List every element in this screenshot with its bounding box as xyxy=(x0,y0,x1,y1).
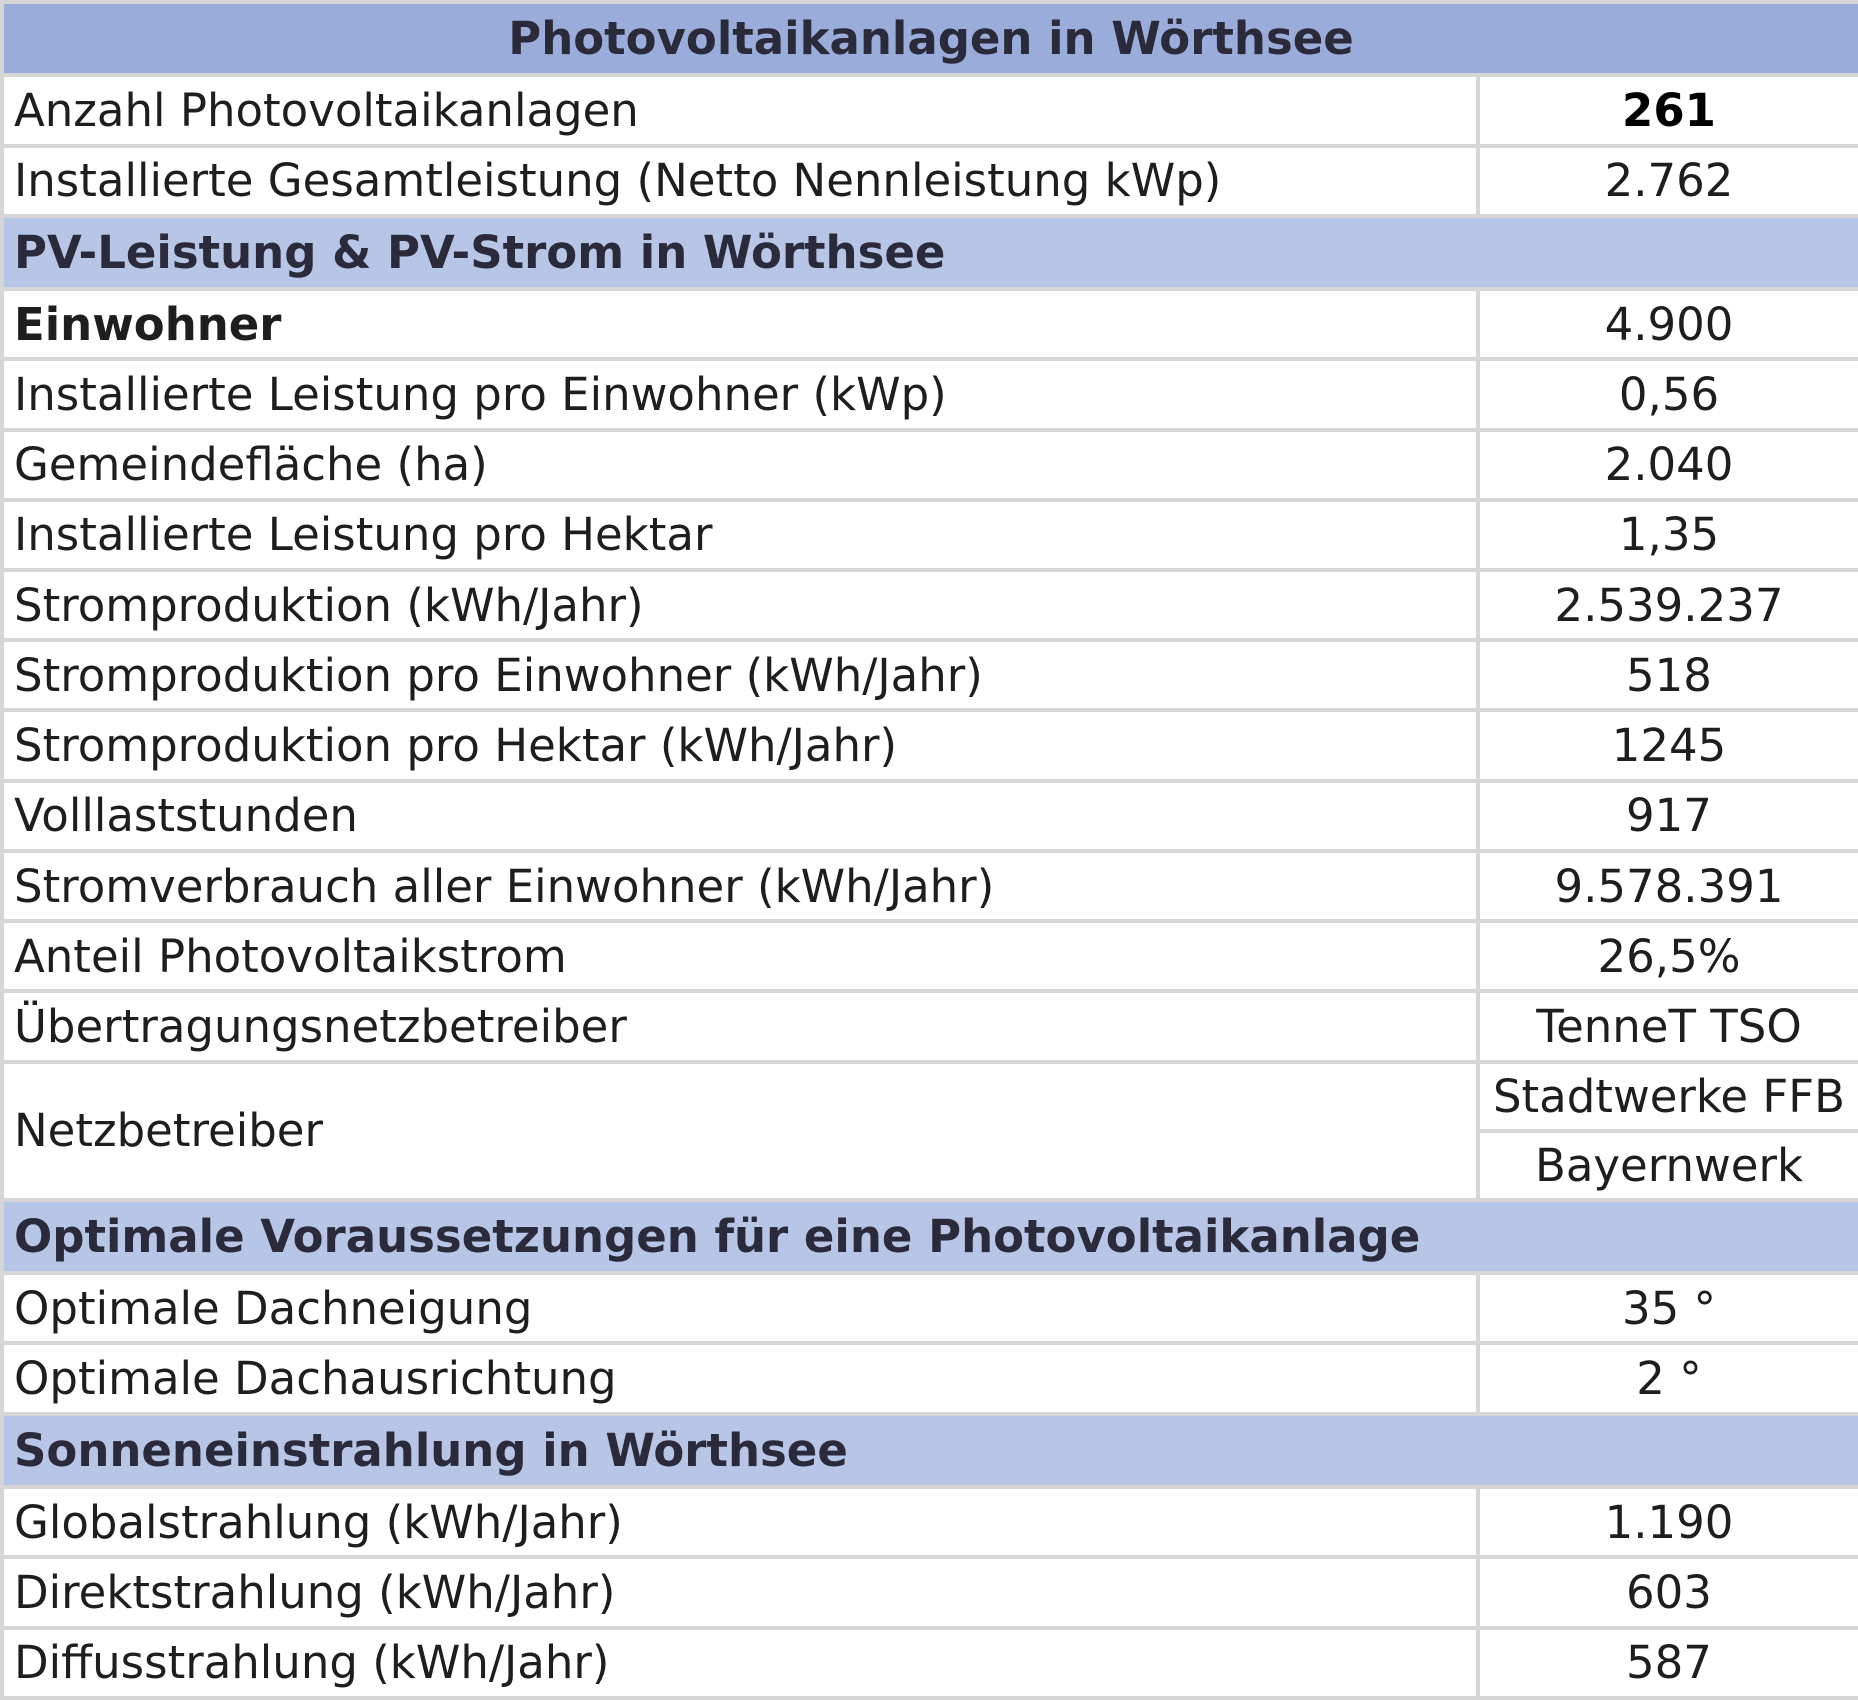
table-row xyxy=(2,921,1858,991)
row-value: 26,5% xyxy=(1478,921,1858,991)
row-label: Netzbetreiber xyxy=(2,1062,1478,1200)
row-value: Stadtwerke FFB xyxy=(1478,1062,1858,1131)
row-value: 2 ° xyxy=(1478,1343,1858,1413)
table-row xyxy=(2,1343,1858,1413)
table-row xyxy=(2,146,1858,216)
table-row xyxy=(2,640,1858,710)
row-value: Bayernwerk xyxy=(1478,1131,1858,1200)
table-row xyxy=(2,781,1858,851)
table-row xyxy=(2,75,1858,145)
row-label: Globalstrahlung (kWh/Jahr) xyxy=(2,1487,1478,1557)
row-label: Anteil Photovoltaikstrom xyxy=(2,921,1478,991)
row-label: Stromproduktion pro Hektar (kWh/Jahr) xyxy=(2,710,1478,780)
section-title-opt: Optimale Voraussetzungen für eine Photovoltaikanlage xyxy=(2,1200,1858,1273)
row-value: 2.539.237 xyxy=(1478,570,1858,640)
table-row xyxy=(2,991,1858,1061)
section-title-sun: Sonneneinstrahlung in Wörthsee xyxy=(2,1414,1858,1487)
table-row xyxy=(2,1628,1858,1699)
row-label: Anzahl Photovoltaikanlagen xyxy=(2,75,1478,145)
table-row xyxy=(2,1273,1858,1343)
section-header-row xyxy=(2,216,1858,289)
table-row xyxy=(2,289,1858,359)
table-row xyxy=(2,1557,1858,1627)
row-value: TenneT TSO xyxy=(1478,991,1858,1061)
row-value: 1.190 xyxy=(1478,1487,1858,1557)
table-row-netzbetreiber xyxy=(2,1062,1858,1131)
row-value: 4.900 xyxy=(1478,289,1858,359)
row-label: Optimale Dachneigung xyxy=(2,1273,1478,1343)
row-value: 603 xyxy=(1478,1557,1858,1627)
row-label: Gemeindefläche (ha) xyxy=(2,430,1478,500)
row-value: 1245 xyxy=(1478,710,1858,780)
table-row xyxy=(2,359,1858,429)
section-header-row xyxy=(2,1414,1858,1487)
table-title-row xyxy=(2,2,1858,75)
table-row xyxy=(2,851,1858,921)
row-label: Installierte Leistung pro Hektar xyxy=(2,500,1478,570)
section-header-row xyxy=(2,1200,1858,1273)
row-value: 518 xyxy=(1478,640,1858,710)
row-value: 917 xyxy=(1478,781,1858,851)
row-value: 2.762 xyxy=(1478,146,1858,216)
row-value: 2.040 xyxy=(1478,430,1858,500)
row-label: Diffusstrahlung (kWh/Jahr) xyxy=(2,1628,1478,1699)
row-label: Stromproduktion pro Einwohner (kWh/Jahr) xyxy=(2,640,1478,710)
row-label: Optimale Dachausrichtung xyxy=(2,1343,1478,1413)
table-row xyxy=(2,710,1858,780)
row-label: Übertragungsnetzbetreiber xyxy=(2,991,1478,1061)
row-value: 587 xyxy=(1478,1628,1858,1699)
row-label: Installierte Leistung pro Einwohner (kWp) xyxy=(2,359,1478,429)
row-label: Volllaststunden xyxy=(2,781,1478,851)
row-value: 261 xyxy=(1478,75,1858,145)
row-label: Stromproduktion (kWh/Jahr) xyxy=(2,570,1478,640)
section-title-pv: PV-Leistung & PV-Strom in Wörthsee xyxy=(2,216,1858,289)
row-value: 35 ° xyxy=(1478,1273,1858,1343)
table-title: Photovoltaikanlagen in Wörthsee xyxy=(2,2,1858,75)
row-label: Direktstrahlung (kWh/Jahr) xyxy=(2,1557,1478,1627)
table-row xyxy=(2,570,1858,640)
table-row xyxy=(2,500,1858,570)
row-value: 9.578.391 xyxy=(1478,851,1858,921)
row-label: Einwohner xyxy=(2,289,1478,359)
row-value: 1,35 xyxy=(1478,500,1858,570)
table-row xyxy=(2,430,1858,500)
table-row xyxy=(2,1487,1858,1557)
row-label: Installierte Gesamtleistung (Netto Nennleistung kWp) xyxy=(2,146,1478,216)
row-value: 0,56 xyxy=(1478,359,1858,429)
row-label: Stromverbrauch aller Einwohner (kWh/Jahr) xyxy=(2,851,1478,921)
